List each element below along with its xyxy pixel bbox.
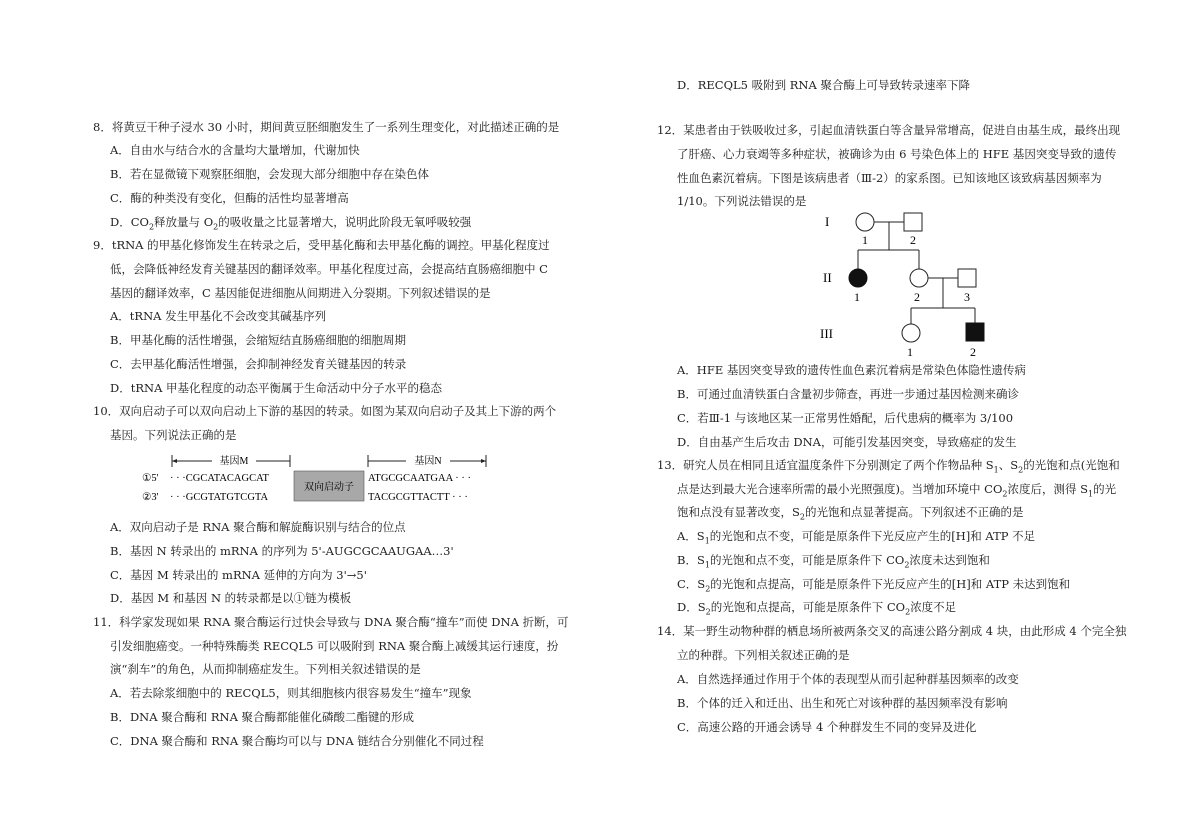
svg-text:2: 2 <box>970 345 976 358</box>
q11-option-c: C．DNA 聚合酶和 RNA 聚合酶均可以与 DNA 链结合分别催化不同过程 <box>110 734 484 748</box>
promoter-diagram <box>140 450 500 506</box>
q10-option-b: B．基因 N 转录出的 mRNA 的序列为 5'-AUGCGCAAUGAA…3' <box>110 544 454 558</box>
q9-option-d: D．tRNA 甲基化程度的动态平衡属于生命活动中分子水平的稳态 <box>110 381 443 395</box>
q11-stem-line3: 演“刹车”的角色，从而抑制癌症发生。下列相关叙述错误的是 <box>110 662 421 676</box>
q9-stem-line3: 基因的翻译效率，C 基因能促进细胞从间期进入分裂期。下列叙述错误的是 <box>110 286 491 300</box>
q8-stem: 8．将黄豆干种子浸水 30 小时，期间黄豆胚细胞发生了一系列生理变化，对此描述正确的是 <box>93 120 560 134</box>
q11-stem-line1: 11．科学家发现如果 RNA 聚合酶运行过快会导致与 DNA 聚合酶“撞车”而使 DNA 折断，可 <box>93 615 569 629</box>
q13-option-a: A．$S_1$的光饱和点不变，可能是原条件下光反应产生的[H]和 ATP 不足 <box>677 529 1036 546</box>
q11-option-d: D．RECQL5 吸附到 RNA 聚合酶上可导致转录速率下降 <box>677 78 970 92</box>
q14-option-c: C．高速公路的开通会诱导 4 个种群发生不同的变异及进化 <box>677 720 977 734</box>
generation-3-label: III <box>820 326 833 341</box>
pedigree-i1-female <box>856 213 874 231</box>
svg-text:3: 3 <box>964 290 970 304</box>
q9-option-b: B．甲基化酶的活性增强，会缩短结直肠癌细胞的细胞周期 <box>110 333 406 347</box>
gene-m-label: 基因M <box>219 456 249 467</box>
pedigree-i2-male <box>904 213 922 231</box>
q9-stem-line1: 9．tRNA 的甲基化修饰发生在转录之后，受甲基化酶和去甲基化酶的调控。甲基化程度过 <box>93 238 550 252</box>
q13-option-d: D．$S_2$的光饱和点提高，可能是原条件下 $CO_2$浓度不足 <box>677 600 957 617</box>
q10-option-a: A．双向启动子是 RNA 聚合酶和解旋酶识别与结合的位点 <box>110 520 406 534</box>
pedigree-chart <box>815 206 995 358</box>
q10-stem-line2: 基因。下列说法正确的是 <box>110 428 237 442</box>
svg-text:1: 1 <box>854 290 860 304</box>
strand1-left-seq: · · ·CGCATACAGCAT <box>170 473 269 484</box>
q12-option-c: C．若Ⅲ-1 与该地区某一正常男性婚配，后代患病的概率为 3/100 <box>677 411 1014 425</box>
q12-option-b: B．可通过血清铁蛋白含量初步筛查，再进一步通过基因检测来确诊 <box>677 387 1019 401</box>
q8-option-c: C．酶的种类没有变化，但酶的活性均显著增高 <box>110 191 349 205</box>
q12-stem-line3: 性血色素沉着病。下图是该病患者（Ⅲ-2）的家系图。已知该地区该致病基因频率为 <box>677 171 1102 185</box>
q10-option-d: D．基因 M 和基因 N 的转录都是以①链为模板 <box>110 591 352 605</box>
q13-stem-line1: 13．研究人员在相同且适宜温度条件下分别测定了两个作物品种 $S_1$、$S_2$的光饱和点(光饱和 <box>657 458 1120 475</box>
q12-stem-line2: 了肝癌、心力衰竭等多种症状，被确诊为由 6 号染色体上的 HFE 基因突变导致的遗传 <box>677 147 1117 161</box>
q11-option-b: B．DNA 聚合酶和 RNA 聚合酶都能催化磷酸二酯键的形成 <box>110 710 415 724</box>
q8-option-a: A．自由水与结合水的含量均大量增加，代谢加快 <box>110 143 360 157</box>
strand2-label: ②3' <box>142 492 159 503</box>
svg-text:1: 1 <box>907 345 913 358</box>
pedigree-ii3-male <box>958 269 976 287</box>
gene-n-label: 基因N <box>414 456 442 467</box>
q12-stem-line1: 12．某患者由于铁吸收过多，引起血清铁蛋白等含量异常增高，促进自由基生成，最终出现 <box>657 123 1121 137</box>
svg-text:1: 1 <box>862 233 868 247</box>
generation-1-label: I <box>825 214 830 229</box>
q8-option-b: B．若在显微镜下观察胚细胞，会发现大部分细胞中存在染色体 <box>110 167 429 181</box>
q10-option-c: C．基因 M 转录出的 mRNA 延伸的方向为 3'→5' <box>110 568 367 582</box>
pedigree-ii1-affected-female <box>849 269 867 287</box>
q13-stem-line3: 饱和点没有显著改变，$S_2$的光饱和点显著提高。下列叙述不正确的是 <box>677 505 1024 522</box>
q12-stem-line4: 1/10。下列说法错误的是 <box>677 194 807 208</box>
strand2-right-seq: TACGCGTTACTT · · · <box>368 492 468 503</box>
pedigree-iii2-affected-male <box>966 323 984 341</box>
q13-option-c: C．$S_2$的光饱和点提高，可能是原条件下光反应产生的[H]和 ATP 未达到饱和 <box>677 577 1071 594</box>
q12-option-d: D．自由基产生后攻击 DNA，可能引发基因突变，导致癌症的发生 <box>677 435 1017 449</box>
q14-stem-line2: 立的种群。下列相关叙述正确的是 <box>677 648 850 662</box>
q11-stem-line2: 引发细胞癌变。一种特殊酶类 RECQL5 可以吸附到 RNA 聚合酶上减缓其运行速度，扮 <box>110 639 559 653</box>
pedigree-ii2-female <box>910 269 928 287</box>
svg-text:2: 2 <box>914 290 920 304</box>
generation-2-label: II <box>823 270 832 285</box>
pedigree-iii1-female <box>902 324 920 342</box>
strand2-left-seq: · · ·GCGTATGTCGTA <box>170 492 269 503</box>
q11-option-a: A．若去除浆细胞中的 RECQL5，则其细胞核内很容易发生“撞车”现象 <box>110 686 472 700</box>
q10-stem-line1: 10．双向启动子可以双向启动上下游的基因的转录。如图为某双向启动子及其上下游的两个 <box>93 404 557 418</box>
q9-option-c: C．去甲基化酶活性增强，会抑制神经发育关键基因的转录 <box>110 357 407 371</box>
q12-option-a: A．HFE 基因突变导致的遗传性血色素沉着病是常染色体隐性遗传病 <box>677 363 1026 377</box>
strand1-label: ①5' <box>142 473 159 484</box>
q14-option-a: A．自然选择通过作用于个体的表现型从而引起种群基因频率的改变 <box>677 672 1019 686</box>
q13-option-b: B．$S_1$的光饱和点不变，可能是原条件下 $CO_2$浓度未达到饱和 <box>677 553 990 570</box>
svg-text:2: 2 <box>910 233 916 247</box>
q13-stem-line2: 点是达到最大光合速率所需的最小光照强度)。当增加环境中 $CO_2$浓度后，测得 $S_1$的光 <box>677 482 1117 499</box>
strand1-right-seq: ATGCGCAATGAA · · · <box>368 473 471 484</box>
q9-stem-line2: 低，会降低神经发育关键基因的翻译效率。甲基化程度过高，会提高结直肠癌细胞中 C <box>110 262 548 276</box>
promoter-label: 双向启动子 <box>304 482 354 493</box>
q14-option-b: B．个体的迁入和迁出、出生和死亡对该种群的基因频率没有影响 <box>677 696 1008 710</box>
q14-stem-line1: 14．某一野生动物种群的栖息场所被两条交叉的高速公路分割成 4 块，由此形成 4 个完全独 <box>657 624 1127 638</box>
q9-option-a: A．tRNA 发生甲基化不会改变其碱基序列 <box>110 309 327 323</box>
q8-option-d: D．$CO_2$释放量与 $O_2$的吸收量之比显著增大，说明此阶段无氧呼吸较强 <box>110 215 472 232</box>
